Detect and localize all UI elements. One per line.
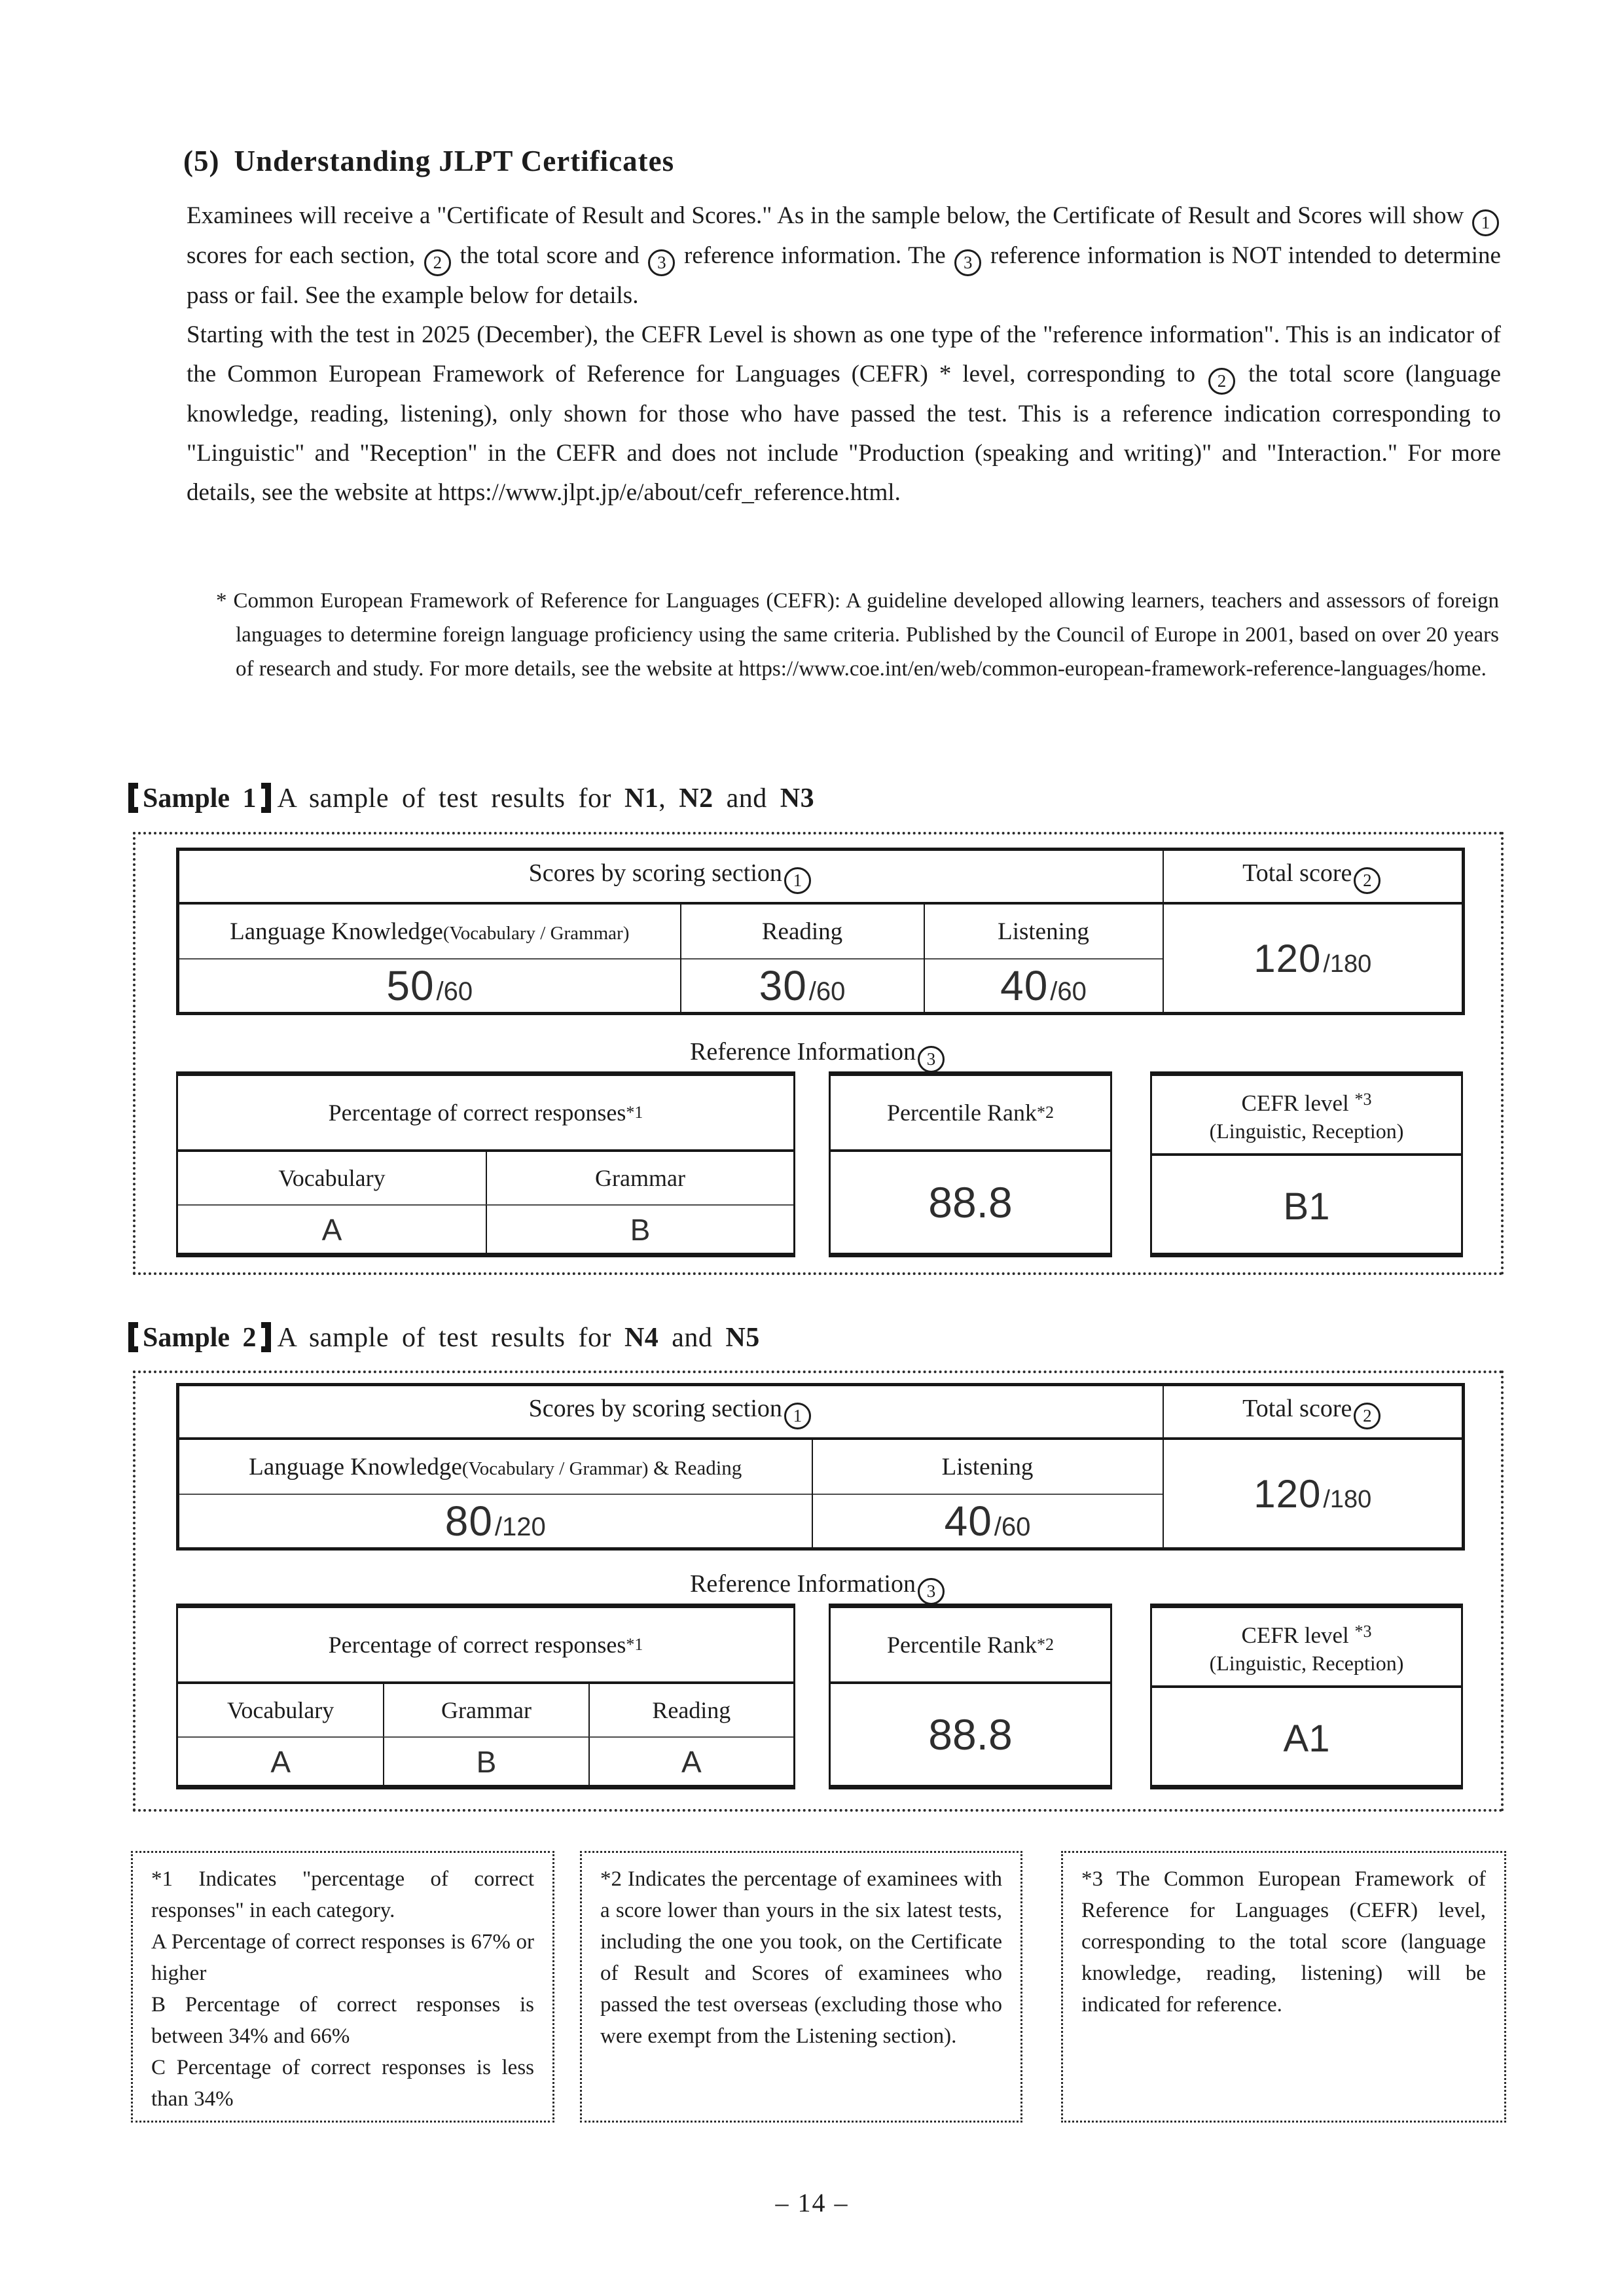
sample2-scores-table: [176, 1383, 1465, 1551]
cefr-level-label-text: CEFR level: [1241, 1623, 1355, 1649]
circled-number-3-icon: 3: [918, 1046, 945, 1073]
circled-number-3-icon: 3: [954, 249, 981, 276]
level-n2: N2: [679, 783, 713, 814]
right-lenticular-bracket-icon: [261, 1322, 271, 1352]
footnote-ref-1: *1: [626, 1635, 643, 1654]
percentile-rank-label: Percentile Rank: [887, 1632, 1037, 1658]
reference-information-title: [135, 1037, 1501, 1073]
listening-header: Listening: [812, 1439, 1163, 1494]
cefr-level-label: [1241, 1089, 1371, 1118]
scores-by-section-label: Scores by scoring section: [528, 859, 782, 887]
percentage-correct-label: Percentage of correct responses: [328, 1100, 626, 1126]
circled-number-1-icon: 1: [1472, 209, 1499, 236]
reading-grade: A: [588, 1736, 793, 1786]
section-title: [183, 144, 674, 178]
circled-number-3-icon: 3: [648, 249, 675, 276]
cefr-level-value: A1: [1283, 1717, 1330, 1760]
score-denominator: /60: [994, 1513, 1031, 1541]
intro-p1-text: reference information. The: [677, 242, 953, 269]
sample2-heading-text: A sample of test results for: [277, 1323, 624, 1353]
sample1-scores-table: [176, 848, 1465, 1015]
reference-information-title: [135, 1570, 1501, 1605]
listening-header: Listening: [924, 903, 1163, 959]
intro-p1-text: Examinees will receive a "Certificate of Result and Scores." As in the sample below, the Certificate of Result and Scores will show: [187, 202, 1470, 229]
percentage-correct-header: [178, 1076, 793, 1152]
percentage-correct-box: [176, 1071, 795, 1257]
sample1-heading-text: ,: [659, 783, 679, 814]
footnote-ref-2: *2: [1036, 1635, 1054, 1654]
vocabulary-column-header: Vocabulary: [227, 1697, 334, 1723]
section-index: (5): [183, 145, 220, 177]
linguistic-reception-sublabel: (Linguistic, Reception): [1209, 1119, 1404, 1143]
right-lenticular-bracket-icon: [261, 783, 271, 813]
grammar-column-header: Grammar: [383, 1684, 588, 1736]
cefr-level-header: [1152, 1076, 1461, 1156]
sample2-heading-text: and: [659, 1323, 726, 1353]
cefr-level-label-text: CEFR level: [1241, 1090, 1355, 1117]
circled-number-2-icon: 2: [1354, 867, 1380, 894]
jlpt-cefr-reference-url[interactable]: https://www.jlpt.jp/e/about/cefr_reference.html: [438, 479, 895, 506]
score-denominator: /60: [436, 977, 473, 1006]
grammar-column-header: Grammar: [486, 1152, 793, 1204]
percentage-correct-header: [178, 1608, 793, 1684]
reading-score: [681, 959, 924, 1014]
level-n3: N3: [780, 783, 815, 814]
reading-column-header: Reading: [588, 1684, 793, 1736]
category-grade-row: [178, 1204, 793, 1254]
cefr-level-value: B1: [1283, 1185, 1330, 1228]
reading-header: Reading: [681, 903, 924, 959]
scores-by-section-label: Scores by scoring section: [528, 1395, 782, 1422]
category-label-row: [178, 1684, 793, 1736]
score-number: 40: [944, 1498, 992, 1545]
vocabulary-grammar-sublabel: (Vocabulary / Grammar): [442, 922, 630, 944]
scores-by-section-header: [178, 850, 1163, 904]
category-grade-row: [178, 1736, 793, 1786]
footnote-1-line: A Percentage of correct responses is 67% or higher: [151, 1930, 534, 1985]
cefr-footnote-text: .: [1481, 657, 1487, 681]
and-reading-sublabel: & Reading: [648, 1456, 742, 1479]
total-score-denominator: /180: [1323, 950, 1372, 978]
percentile-rank-header: [831, 1608, 1110, 1684]
footnote-ref-3: *3: [1354, 1622, 1372, 1641]
page-number: – 14 –: [775, 2188, 849, 2217]
language-knowledge-reading-score: [178, 1494, 812, 1549]
listening-score: [812, 1494, 1163, 1549]
grammar-grade: B: [383, 1736, 588, 1786]
intro-paragraph-2: [187, 315, 1501, 512]
total-score-number: 120: [1254, 1471, 1322, 1516]
intro-p1-text: scores for each section,: [187, 242, 422, 269]
percentile-rank-value: 88.8: [928, 1178, 1013, 1227]
total-score-label: Total score: [1242, 1395, 1352, 1422]
score-denominator: /60: [1050, 977, 1087, 1006]
section-label-row: [178, 903, 1464, 959]
language-knowledge-label: Language Knowledge: [230, 918, 443, 945]
footnote-3-text: *3 The Common European Framework of Reference for Languages (CEFR) level, corresponding to the total score (language knowledge, reading, listening) will be indicated for reference.: [1081, 1867, 1486, 2017]
sample2-label: Sample 2: [143, 1323, 257, 1353]
circled-number-2-icon: 2: [424, 249, 451, 276]
score-number: 80: [444, 1498, 493, 1545]
percentile-rank-box: [829, 1604, 1112, 1789]
cefr-level-label: [1241, 1621, 1371, 1650]
table-header-row: [178, 850, 1464, 904]
score-number: 40: [1000, 962, 1049, 1009]
cefr-footnote-paragraph: [216, 584, 1499, 686]
footnote-1-line: *1 Indicates "percentage of correct responses" in each category.: [151, 1867, 534, 1922]
footnote-ref-2: *2: [1036, 1103, 1054, 1122]
percentile-rank-label: Percentile Rank: [887, 1100, 1037, 1126]
cefr-level-header: [1152, 1608, 1461, 1688]
vocabulary-grade: A: [178, 1204, 486, 1254]
reference-information-label: Reference Information: [690, 1570, 916, 1598]
left-lenticular-bracket-icon: [128, 1322, 138, 1352]
total-score-header: [1163, 850, 1464, 904]
footnote-box-3: [1061, 1851, 1506, 2123]
sample1-label: Sample 1: [143, 783, 257, 814]
percentage-correct-label: Percentage of correct responses: [328, 1632, 626, 1658]
score-number: 30: [759, 962, 807, 1009]
grammar-grade: B: [486, 1204, 793, 1254]
footnote-ref-3: *3: [1354, 1090, 1372, 1109]
intro-text: [187, 196, 1501, 512]
total-score-header: [1163, 1385, 1464, 1439]
language-knowledge-header: [178, 903, 681, 959]
category-label-row: [178, 1152, 793, 1204]
scores-by-section-header: [178, 1385, 1163, 1439]
circled-number-1-icon: 1: [784, 867, 811, 894]
footnote-1-line: B Percentage of correct responses is between 34% and 66%: [151, 1993, 534, 2048]
vocabulary-grammar-sublabel: (Vocabulary / Grammar): [461, 1458, 649, 1479]
language-knowledge-label: Language Knowledge: [249, 1453, 462, 1480]
sample1-heading-text: and: [713, 783, 780, 814]
listening-score: [924, 959, 1163, 1014]
sample2-heading: [128, 1322, 760, 1354]
score-denominator: /120: [494, 1513, 546, 1541]
level-n4: N4: [624, 1323, 659, 1353]
circled-number-2-icon: 2: [1354, 1403, 1380, 1429]
intro-p1-text: the total score and: [452, 242, 647, 269]
total-score-value: [1163, 903, 1464, 1014]
coe-cefr-url[interactable]: https://www.coe.int/en/web/common-european-framework-reference-languages/home: [738, 657, 1481, 681]
language-knowledge-reading-header: [178, 1439, 812, 1494]
level-n5: N5: [725, 1323, 760, 1353]
sample1-result-box: [133, 832, 1504, 1275]
intro-p1-text: reference information is NOT intended to determine pass or fail. See the example below for details.: [187, 242, 1501, 309]
sample1-heading: [128, 783, 814, 814]
footnote-2-text: *2 Indicates the percentage of examinees with a score lower than yours in the six latest tests, including the one you took, on the Certificate of Result and Scores of examinees who passed the test overseas (excluding those who were exempt from the Listening section).: [600, 1867, 1002, 2048]
intro-p2-text: Starting with the test in 2025 (December), the CEFR Level is shown as one type of the "reference information". This is an indicator of the Common European Framework of Reference for Languages (CEFR) * level, corresponding to: [187, 321, 1501, 387]
footnote-1-line: C Percentage of correct responses is less than 34%: [151, 2056, 534, 2111]
asterisk-marker: *: [216, 589, 227, 613]
percentage-correct-box: [176, 1604, 795, 1789]
circled-number-2-icon: 2: [1208, 368, 1235, 395]
footnote-ref-1: *1: [626, 1103, 643, 1122]
section-label-row: [178, 1439, 1464, 1494]
percentile-rank-header: [831, 1076, 1110, 1152]
score-number: 50: [386, 962, 435, 1009]
sample2-result-box: [133, 1371, 1504, 1812]
cefr-footnote-text: Common European Framework of Reference for Languages (CEFR): A guideline developed allowing learners, teachers and assessors of foreign languages to determine foreign language proficiency using the same criteria. Published by the Council of Europe in 2001, based on over 20 years of research and study. For more details, see the website at: [233, 589, 1499, 681]
total-score-denominator: /180: [1323, 1485, 1372, 1513]
level-n1: N1: [624, 783, 659, 814]
cefr-level-box: [1150, 1071, 1463, 1257]
cefr-footnote: [216, 584, 1499, 686]
total-score-value: [1163, 1439, 1464, 1549]
language-knowledge-score: [178, 959, 681, 1014]
score-denominator: /60: [808, 977, 846, 1006]
intro-paragraph-1: [187, 196, 1501, 315]
total-score-number: 120: [1254, 936, 1322, 980]
percentile-rank-value: 88.8: [928, 1710, 1013, 1759]
table-header-row: [178, 1385, 1464, 1439]
circled-number-1-icon: 1: [784, 1403, 811, 1429]
section-title-text: Understanding JLPT Certificates: [234, 145, 675, 177]
vocabulary-column-header: Vocabulary: [278, 1165, 386, 1191]
footnote-box-1: [131, 1851, 554, 2123]
intro-p2-text: .: [894, 479, 901, 506]
percentile-rank-box: [829, 1071, 1112, 1257]
linguistic-reception-sublabel: (Linguistic, Reception): [1209, 1651, 1404, 1675]
reference-information-label: Reference Information: [690, 1038, 916, 1066]
vocabulary-grade: A: [178, 1736, 383, 1786]
footnote-box-2: [580, 1851, 1022, 2123]
left-lenticular-bracket-icon: [128, 783, 138, 813]
total-score-label: Total score: [1242, 859, 1352, 887]
sample1-heading-text: A sample of test results for: [277, 783, 624, 814]
cefr-level-box: [1150, 1604, 1463, 1789]
intro-p2-text: the total score (language knowledge, reading, listening), only shown for those who have passed the test. This is a reference indication corresponding to "Linguistic" and "Reception" in the CEFR and does not include "Production (speaking and writing)" and "Interaction." For more details, see the website at: [187, 361, 1502, 506]
circled-number-3-icon: 3: [918, 1578, 945, 1605]
